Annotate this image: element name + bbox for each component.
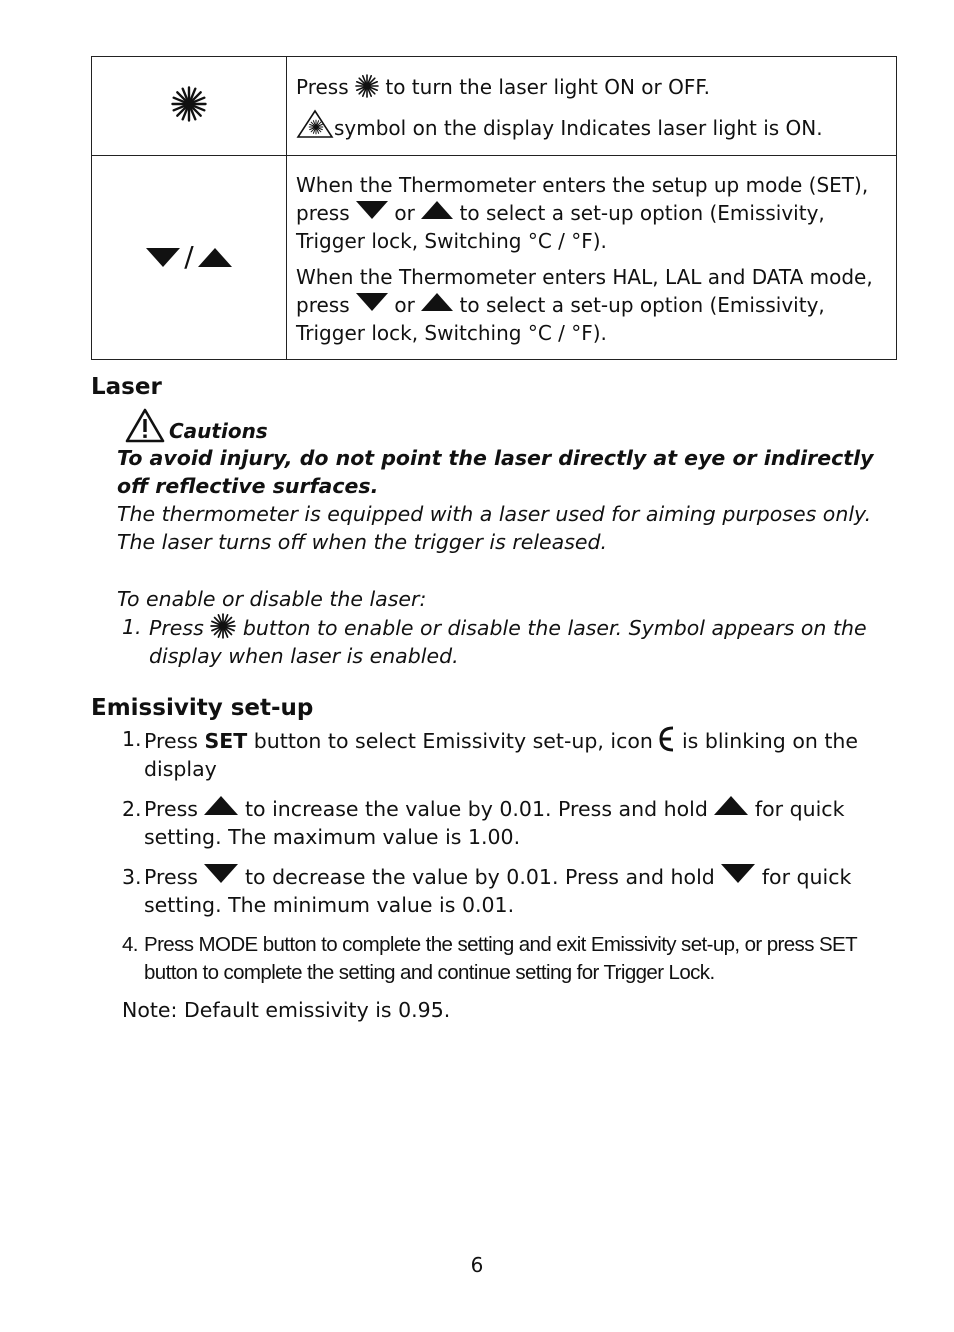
cautions-label: Cautions (169, 419, 268, 443)
laser-description-cell (287, 57, 897, 156)
laser-caution-text (117, 444, 877, 556)
arrow-buttons-cell: / (92, 156, 287, 360)
arrow-description-cell (287, 156, 897, 360)
laser-desc-line2: symbol on the display Indicates laser light is ON. (296, 109, 888, 142)
laser-enable-instructions (117, 585, 877, 670)
button-function-table (91, 56, 897, 360)
laser-heading: Laser (91, 374, 162, 400)
laser-burst-icon (210, 613, 236, 639)
emissivity-heading: Emissivity set-up (91, 695, 314, 721)
default-emissivity-note: Note: Default emissivity is 0.95. (122, 998, 451, 1022)
table-row (92, 156, 897, 360)
caution-warning: To avoid injury, do not point the laser directly at eye or indirectly off reflective surfaces. (117, 446, 874, 498)
emissivity-steps (122, 725, 882, 987)
down-arrow-icon (721, 864, 755, 883)
enable-title: To enable or disable the laser: (117, 587, 427, 611)
down-arrow-icon (204, 864, 238, 883)
list-item: 3. Press to decrease the value by 0.01. Press and hold for quick setting. The minimum value is 0.01. (122, 865, 852, 917)
list-item: 1. Press button to enable or disable the laser. Symbol appears on the display when laser is enabled. (122, 615, 867, 668)
up-arrow-icon (421, 293, 453, 311)
caution-info: The thermometer is equipped with a laser used for aiming purposes only. The laser turns off when the trigger is released. (117, 502, 872, 554)
cautions-label-row (125, 408, 268, 443)
up-arrow-icon (714, 796, 748, 815)
list-item: 1. Press SET button to select Emissivity set-up, icon is blinking on the display (122, 727, 859, 781)
up-arrow-icon (198, 248, 232, 267)
laser-button-cell (92, 57, 287, 156)
up-arrow-icon (421, 201, 453, 219)
setup-mode-paragraph: When the Thermometer enters the setup up mode (SET), press or to select a set-up option (Emissivity, Trigger lock, Switching °C / °F). (296, 172, 869, 253)
table-row (92, 57, 897, 156)
data-mode-paragraph: When the Thermometer enters HAL, LAL and DATA mode, press or to select a set-up option (Emissivity, Trigger lock, Switching °C / °F). (296, 264, 873, 345)
emissivity-icon (659, 725, 675, 753)
page-number: 6 (470, 1253, 484, 1277)
list-item: 4. Press MODE button to complete the setting and exit Emissivity set-up, or press SET button to complete the setting and continue setting for Trigger Lock. (122, 933, 857, 984)
list-item: 2. Press to increase the value by 0.01. Press and hold for quick setting. The maximum value is 1.00. (122, 797, 845, 849)
laser-warning-icon (296, 109, 334, 139)
laser-desc-line1: Press to turn the laser light ON or OFF. (296, 74, 710, 99)
laser-burst-icon (171, 86, 207, 122)
down-arrow-icon (146, 248, 180, 267)
caution-icon (125, 408, 165, 443)
down-arrow-icon (356, 201, 388, 219)
laser-burst-icon (355, 74, 379, 98)
down-arrow-icon (356, 293, 388, 311)
up-arrow-icon (204, 796, 238, 815)
